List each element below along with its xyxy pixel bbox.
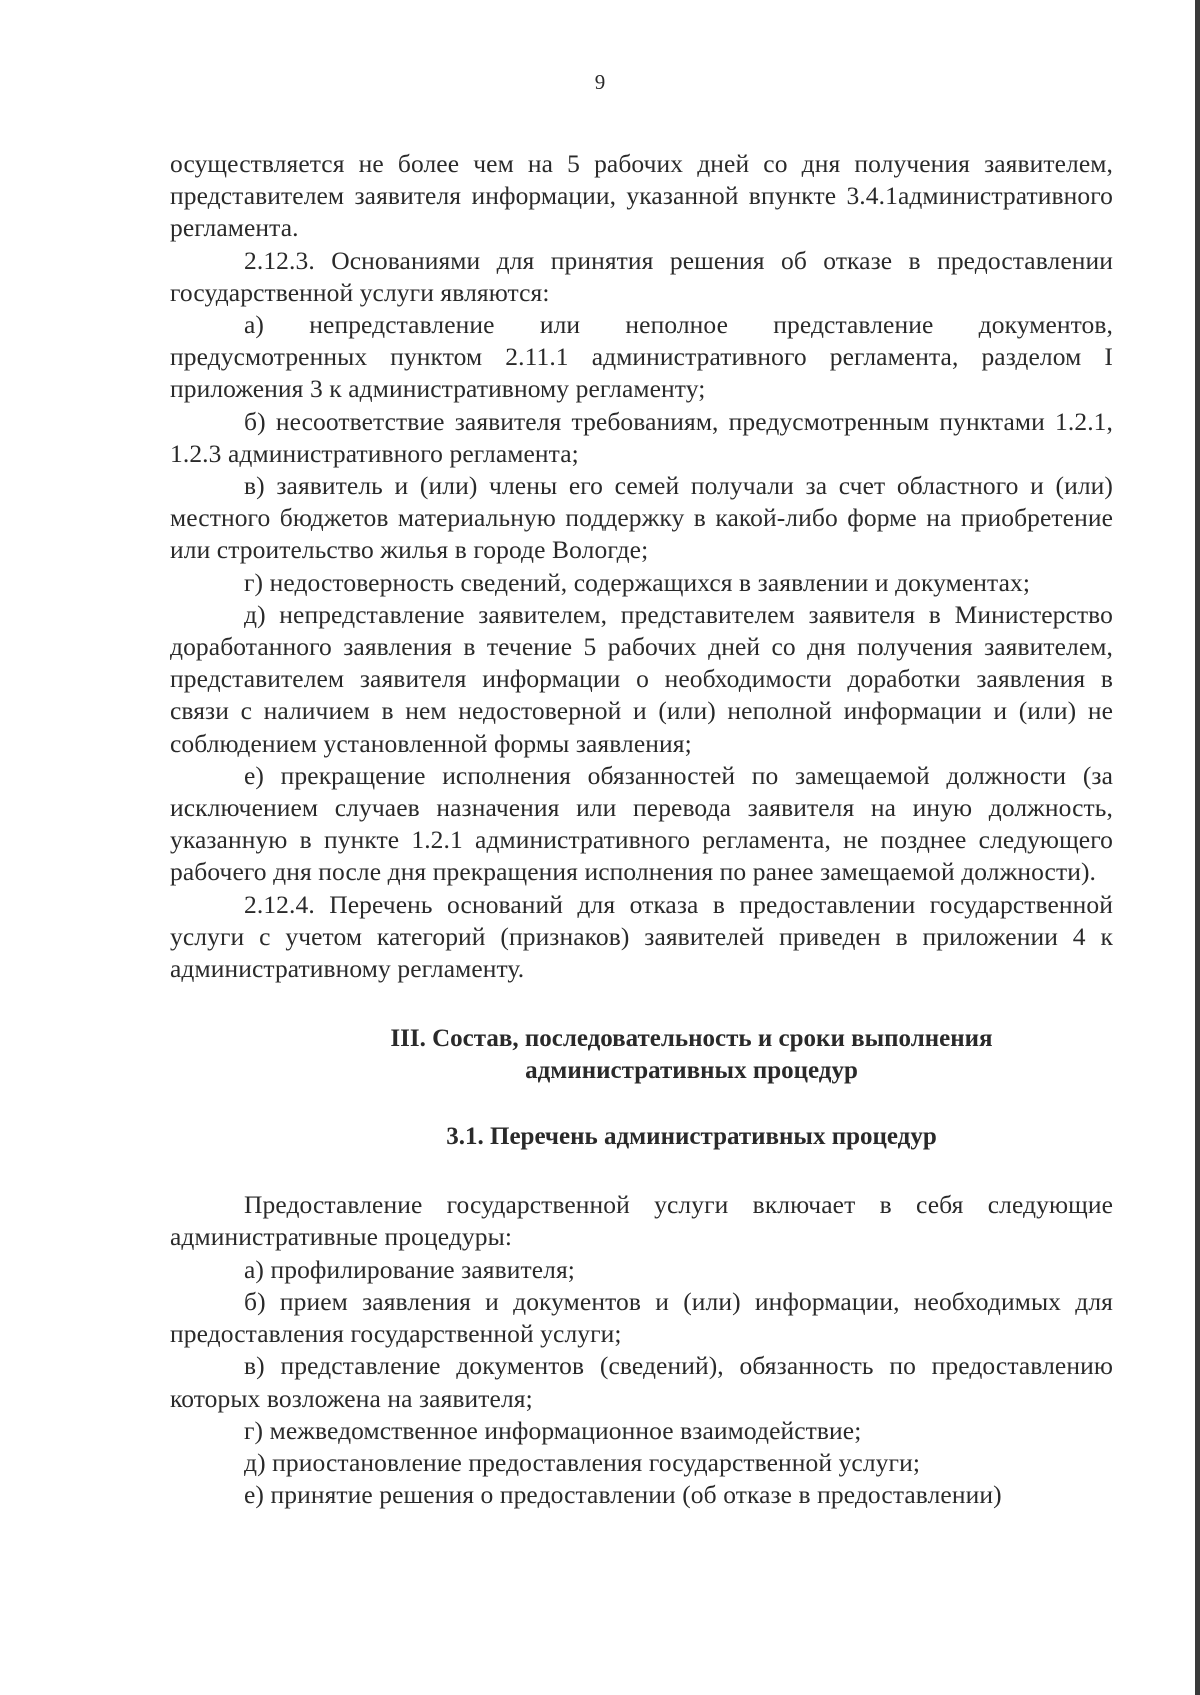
list-item-d: д) непредставление заявителем, представителем заявителя в Министерство доработанного заявления в течение 5 рабочих дней со дня получения заявителем, представителем заявителя информации о необходимости доработки заявления в связи с наличием в нем недостоверной и (или) неполной информации и (или) не соблюдением установленной формы заявления; [170, 599, 1113, 758]
list-item-e: е) прекращение исполнения обязанностей по замещаемой должности (за исключением случаев назначения или перевода заявителя на иную должность, указанную в пункте 1.2.1 административного регламента, не позднее следующего рабочего дня после дня прекращения исполнения по ранее замещаемой должности). [170, 760, 1113, 887]
document-body [170, 148, 1113, 1511]
list-item-v: в) заявитель и (или) члены его семей получали за счет областного и (или) местного бюджетов материальную поддержку в какой-либо форме на приобретение или строительство жилья в городе Вологде; [170, 471, 1113, 565]
procedure-item-v: в) представление документов (сведений), обязанность по предоставлению которых возложена на заявителя; [170, 1351, 1113, 1413]
section-title-line1: III. Состав, последовательность и сроки выполнения [390, 1025, 993, 1053]
paragraph-continuation: осуществляется не более чем на 5 рабочих дней со дня получения заявителем, представителем заявителя информации, указанной впункте 3.4.1административного регламента. [170, 149, 1113, 243]
procedure-item-g: г) межведомственное информационное взаимодействие; [244, 1415, 862, 1445]
list-item-a: а) непредставление или неполное представление документов, предусмотренных пунктом 2.11.1 административного регламента, разделом I приложения 3 к административному регламенту; [170, 310, 1113, 404]
list-item-g: г) недостоверность сведений, содержащихся в заявлении и документах; [244, 567, 1031, 597]
subsection-title: 3.1. Перечень административных процедур [446, 1123, 937, 1151]
scan-right-edge [1195, 0, 1200, 1695]
procedure-item-e: е) принятие решения о предоставлении (об отказе в предоставлении) [244, 1480, 1002, 1510]
procedure-item-a: а) профилирование заявителя; [244, 1254, 575, 1284]
procedure-item-b: б) прием заявления и документов и (или) информации, необходимых для предоставления государственной услуги; [170, 1286, 1113, 1349]
list-item-b: б) несоответствие заявителя требованиям, предусмотренным пунктами 1.2.1, 1.2.3 административного регламента; [170, 406, 1113, 468]
procedure-item-d: д) приостановление предоставления государственной услуги; [244, 1447, 921, 1477]
section-title [170, 1023, 1113, 1087]
paragraph-2-12-4: 2.12.4. Перечень оснований для отказа в предоставлении государственной услуги с учетом категорий (признаков) заявителей приведен в приложении 4 к административному регламенту. [170, 889, 1113, 984]
paragraph-procedures-intro: Предоставление государственной услуги включает в себя следующие административные процедуры: [170, 1190, 1113, 1252]
section-title-line2: административных процедур [525, 1057, 858, 1085]
page-number: 9 [594, 70, 606, 94]
paragraph-2-12-3: 2.12.3. Основаниями для принятия решения об отказе в предоставлении государственной услуги являются: [170, 245, 1113, 307]
